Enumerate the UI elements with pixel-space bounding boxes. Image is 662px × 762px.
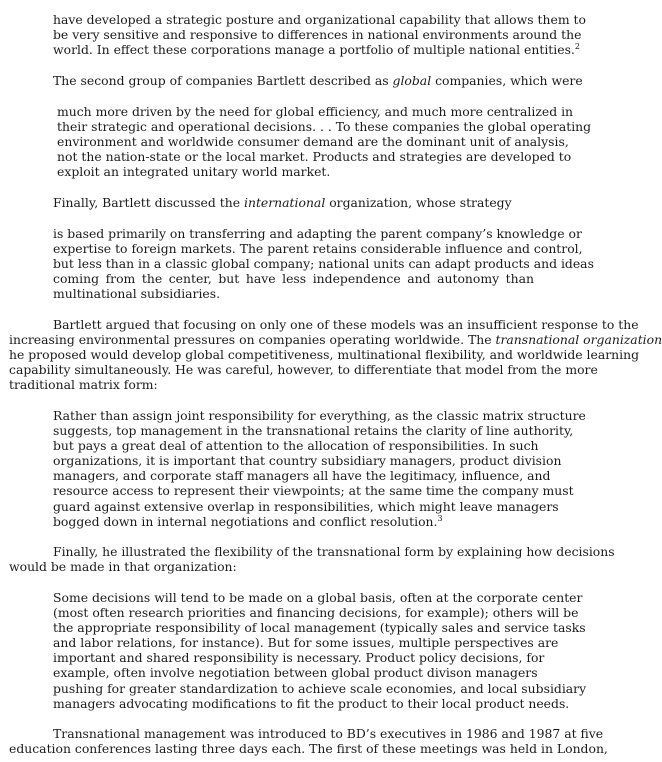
- emphasis-transnational-organization: transnational organization: [495, 332, 662, 348]
- text-line: Bartlett argued that focusing on only one of these models was an insufficient response to the: [53, 317, 639, 332]
- text-line: Finally, Bartlett discussed the international organization, whose strategy: [53, 195, 512, 210]
- text-line: much more driven by the need for global efficiency, and much more centralized in: [57, 104, 574, 119]
- text-line: Transnational management was introduced to BD’s executives in 1986 and 1987 at five: [53, 726, 604, 741]
- text-line: guard against extensive overlap in responsibilities, which might leave managers: [53, 498, 559, 514]
- footnote-marker: 2: [574, 42, 580, 52]
- text-line: Rather than assign joint responsibility for everything, as the classic matrix structure: [53, 408, 586, 423]
- text-line: but less than in a classic global company; national units can adapt products and ideas: [53, 256, 594, 272]
- text-line: world. In effect these corporations manage a portfolio of multiple national entities.$^2$: [53, 42, 580, 58]
- paragraph-flexibility: [9, 544, 615, 575]
- quote-global-companies: [57, 104, 592, 180]
- text-line: organizations, it is important that country subsidiary managers, product division: [53, 453, 562, 469]
- text-line: (most often research priorities and financing decisions, for example); others will be: [53, 605, 579, 621]
- text-line: Finally, he illustrated the flexibility of the transnational form by explaining how decisions: [53, 544, 615, 559]
- text-line: capability simultaneously. He was careful, however, to differentiate that model from the more: [9, 362, 598, 378]
- footnote-marker: 3: [437, 513, 443, 523]
- text-line: managers advocating modifications to fit the product to their local product needs.: [53, 695, 570, 711]
- text-line: have developed a strategic posture and organizational capability that allows them to: [53, 12, 586, 27]
- text-line: increasing environmental pressures on companies operating worldwide. The transnational organization: [9, 332, 662, 348]
- text-line: traditional matrix form:: [9, 377, 158, 393]
- text-line: pushing for greater standardization to achieve scale economies, and local subsidiary: [53, 680, 587, 696]
- text-line: example, often involve negotiation between global product divison managers: [53, 665, 538, 681]
- text-line: bogged down in internal negotiations and conflict resolution.$^3$: [53, 513, 443, 529]
- text-line: is based primarily on transferring and adapting the parent company’s knowledge or: [53, 226, 582, 241]
- text-line: managers, and corporate staff managers all have the legitimacy, influence, and: [53, 468, 551, 484]
- text-line: Some decisions will tend to be made on a global basis, often at the corporate center: [53, 590, 583, 605]
- text-line: The second group of companies Bartlett described as global companies, which were: [53, 73, 583, 88]
- text-line: education conferences lasting three days each. The first of these meetings was held in London,: [9, 741, 608, 757]
- text-line: suggests, top management in the transnational retains the clarity of line authority,: [53, 423, 574, 439]
- paragraph-transnational-intro: [53, 12, 586, 58]
- text-line: would be made in that organization:: [9, 559, 237, 575]
- text-line: and labor relations, for instance). But for some issues, multiple perspectives are: [53, 635, 559, 651]
- paragraph-global-intro: [53, 73, 583, 88]
- text-line: multinational subsidiaries.: [53, 286, 221, 302]
- text-line: he proposed would develop global competitiveness, multinational flexibility, and worldwide learning: [9, 347, 640, 363]
- text-line: exploit an integrated unitary world market.: [57, 164, 331, 180]
- emphasis-international: international: [244, 195, 326, 210]
- text-line: their strategic and operational decisions. . . To these companies the global operating: [57, 119, 592, 135]
- text-line: coming from the center, but have less independence and autonomy than: [53, 271, 534, 287]
- quote-decision-making: [53, 590, 587, 711]
- text-line: environment and worldwide consumer demand are the dominant unit of analysis,: [57, 134, 569, 150]
- paragraph-bd-conferences: [9, 726, 608, 757]
- text-line: expertise to foreign markets. The parent retains considerable influence and control,: [53, 241, 583, 257]
- text-line: important and shared responsibility is necessary. Product policy decisions, for: [53, 650, 545, 666]
- text-line: the appropriate responsibility of local management (typically sales and service tasks: [53, 620, 586, 636]
- text-line: but pays a great deal of attention to the allocation of responsibilities. In such: [53, 438, 539, 454]
- text-line: resource access to represent their viewpoints; at the same time the company must: [53, 483, 574, 499]
- text-line: not the nation-state or the local market. Products and strategies are developed to: [57, 149, 572, 165]
- quote-matrix-form: [53, 408, 586, 529]
- quote-international-organization: [53, 226, 594, 302]
- text-line: be very sensitive and responsive to differences in national environments around the: [53, 27, 582, 43]
- paragraph-international-intro: [53, 195, 534, 210]
- paragraph-bartlett-argument: [9, 317, 662, 393]
- emphasis-global: global: [392, 73, 432, 88]
